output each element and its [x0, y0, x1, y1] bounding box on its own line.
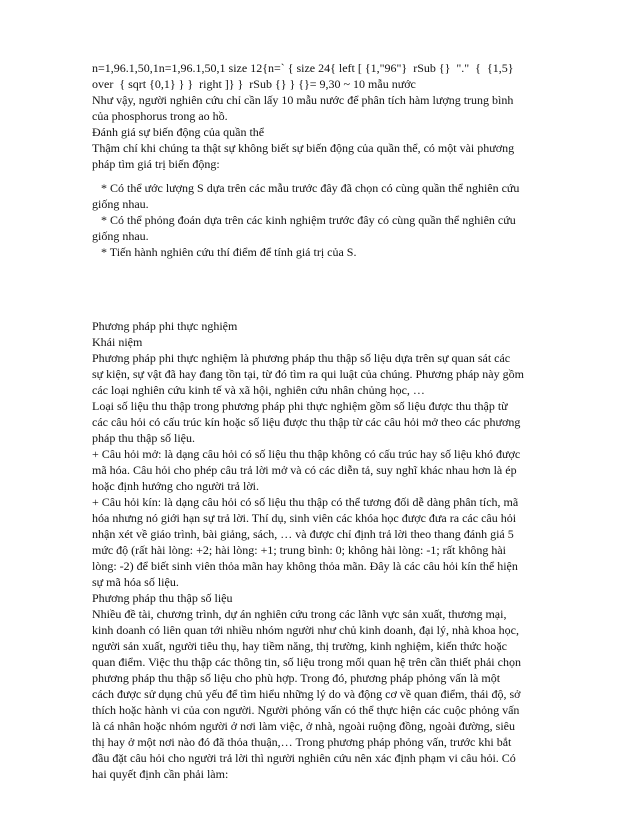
body-line: kinh doanh có liên quan tới nhiều nhóm người như chủ kinh doanh, đại lý, nhà khoa học, [92, 623, 519, 637]
body-line: các loại nghiên cứu kinh tế và xã hội, nghiên cứu nhân chủng học, … [92, 383, 425, 397]
formula-line: n=1,96.1,50,1n=1,96.1,50,1 size 12{n=` { size 24{ left [ {1,"96"} rSub {} "." { {1,5} [92, 61, 514, 75]
body-line: Phương pháp thu thập số liệu [92, 591, 233, 605]
formula-line: Thậm chí khi chúng ta thật sự không biết sự biến động của quần thể, có một vài phương [92, 141, 515, 155]
body-line: sự kiện, sự vật đã hay đang tồn tại, từ đó tìm ra qui luật của chúng. Phương pháp này gồm [92, 367, 524, 381]
bullet-line: * Tiến hành nghiên cứu thí điểm để tính giá trị của S. [92, 245, 357, 259]
body-line: sự mã hóa số liệu. [92, 575, 179, 589]
body-line: + Câu hỏi kín: là dạng câu hỏi có số liệu thu thập có thể tương đối dễ dàng phân tích, mã [92, 495, 519, 509]
body-line: là cá nhân hoặc nhóm người ở nơi làm việc, ở nhà, ngoài ruộng đồng, ngoài đường, siêu [92, 719, 515, 733]
body-line: thị hay ở một nơi nào đó đã thỏa thuận,… Trong phương pháp phỏng vấn, trước khi bắt [92, 735, 512, 749]
body-line: Khái niệm [92, 335, 143, 349]
body-line: mức độ (rất hài lòng: +2; hài lòng: +1; trung bình: 0; không hài lòng: -1; rất không hài [92, 543, 506, 557]
body-line: pháp thu thập số liệu. [92, 431, 195, 445]
body-line: thích hoặc hành vi của con người. Người phỏng vấn có thể thực hiện các cuộc phỏng vấn [92, 703, 520, 717]
body-line: Nhiều đề tài, chương trình, dự án nghiên cứu trong các lãnh vực sản xuất, thương mại, [92, 607, 507, 621]
body-line: phương pháp thu thập số liệu cho phù hợp. Trong đó, phương pháp phỏng vấn là một [92, 671, 501, 685]
formula-line: Như vậy, người nghiên cứu chỉ cần lấy 10 mẫu nước để phân tích hàm lượng trung bình [92, 93, 514, 107]
body-line: hai quyết định cần phải làm: [92, 767, 229, 781]
body-line: quan điểm. Việc thu thập các thông tin, số liệu trong mối quan hệ trên cần thiết phải chọn [92, 655, 521, 669]
formula-line: Đánh giá sự biến động của quần thể [92, 125, 265, 139]
spacer [92, 260, 558, 318]
body-line: mã hóa. Câu hỏi cho phép câu trả lời mở và có các diễn tả, suy nghĩ khác nhau hơn là ép [92, 463, 517, 477]
formula-line: của phosphorus trong ao hồ. [92, 109, 228, 123]
bullet-line: * Có thể phỏng đoán dựa trên các kinh nghiệm trước đây có cùng quần thể nghiên cứu [92, 213, 516, 227]
bullet-line: giống nhau. [92, 197, 149, 211]
bullet-line: giống nhau. [92, 229, 149, 243]
body-line: Loại số liệu thu thập trong phương pháp phi thực nghiệm gồm số liệu được thu thập từ [92, 399, 508, 413]
body-line: hóa nhưng nó giới hạn sự trả lời. Thí dụ, sinh viên các khóa học được đưa ra các câu hỏi [92, 511, 517, 525]
body-line: cách được sử dụng chủ yếu để tìm hiểu những lý do và động cơ về quan điểm, thái độ, sở [92, 687, 521, 701]
formula-section [92, 60, 558, 172]
body-line: hoặc định hướng cho người trả lời. [92, 479, 260, 493]
main-section [92, 318, 558, 782]
bullet-section [92, 180, 558, 260]
body-line: Phương pháp phi thực nghiệm [92, 319, 238, 333]
body-line: đầu đặt câu hỏi cho người trả lời thì người nghiên cứu nên xác định phạm vi câu hỏi. Có [92, 751, 516, 765]
body-line: Phương pháp phi thực nghiệm là phương pháp thu thập số liệu dựa trên sự quan sát các [92, 351, 511, 365]
body-line: + Câu hỏi mở: là dạng câu hỏi có số liệu thu thập không có cấu trúc hay số liệu khó được [92, 447, 521, 461]
body-line: nhận xét về giáo trình, bài giảng, sách, … và được chỉ định trả lời theo thang đánh giá 5 [92, 527, 514, 541]
body-line: lòng: -2) để biết sinh viên thỏa mãn hay không thỏa mãn. Đây là các câu hỏi kín thể hiện [92, 559, 518, 573]
body-line: người sản xuất, người tiêu thụ, hay tiềm năng, thị trường, kinh nghiệm, kiến thức hoặc [92, 639, 507, 653]
body-line: các câu hỏi có cấu trúc kín hoặc số liệu được thu thập từ các câu hỏi mở theo các phương [92, 415, 521, 429]
document-body [92, 60, 558, 782]
formula-line: pháp tìm giá trị biến động: [92, 157, 220, 171]
formula-line: over { sqrt {0,1} } } right ]} } rSub {} } {}= 9,30 ~ 10 mẫu nước [92, 77, 416, 91]
spacer [92, 172, 558, 180]
bullet-line: * Có thể ước lượng S dựa trên các mẫu trước đây đã chọn có cùng quần thể nghiên cứu [92, 181, 520, 195]
